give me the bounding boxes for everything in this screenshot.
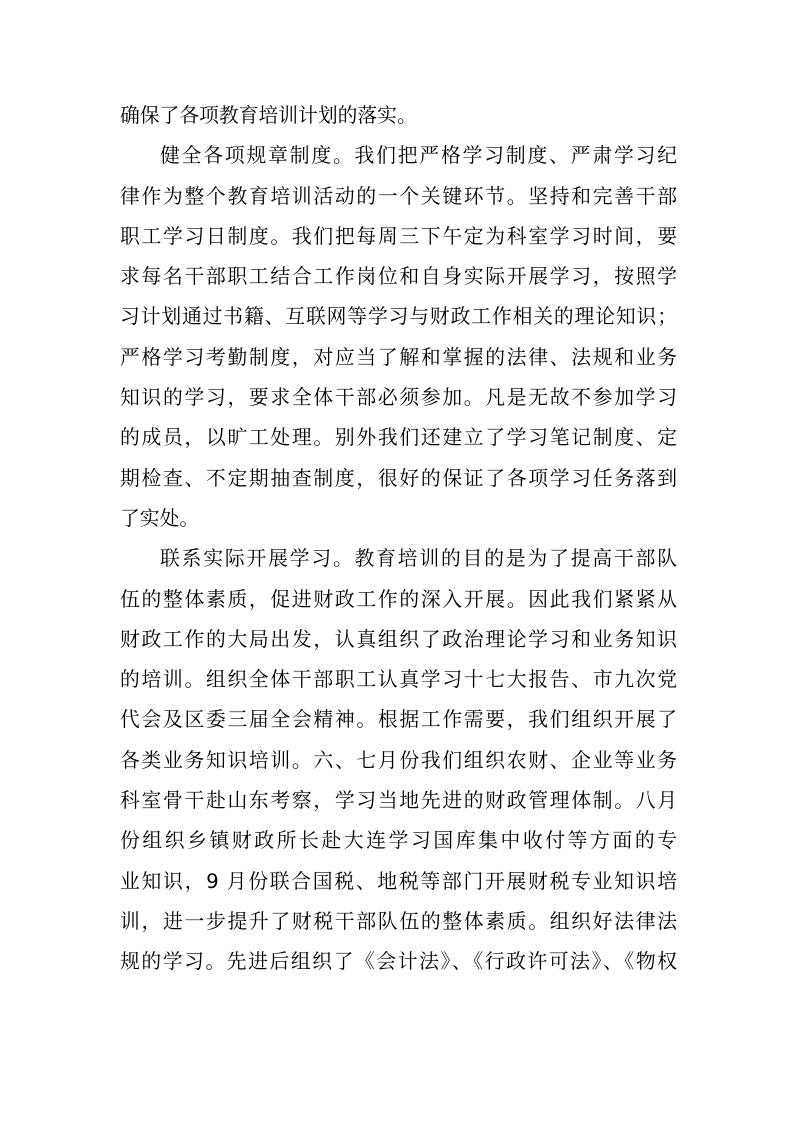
text-line-7: 严格学习考勤制度，对应当了解和掌握的法律、法规和业务 — [120, 345, 677, 369]
body-text — [120, 96, 677, 983]
text-line-19: 份组织乡镇财政所长赴大连学习国库集中收付等方面的专 — [120, 829, 677, 853]
text-line-21: 训，进一步提升了财税干部队伍的整体素质。组织好法律法 — [120, 909, 677, 933]
text-line-9: 的成员，以旷工处理。别外我们还建立了学习笔记制度、定 — [120, 426, 677, 450]
text-line-3: 律作为整个教育培训活动的一个关键环节。坚持和完善干部 — [120, 184, 677, 208]
text-line-10: 期检查、不定期抽查制度，很好的保证了各项学习任务落到 — [120, 466, 677, 490]
text-line-11: 了实处。 — [120, 506, 200, 530]
text-line-5: 求每名干部职工结合工作岗位和自身实际开展学习，按照学 — [120, 265, 677, 289]
text-line-12: 联系实际开展学习。教育培训的目的是为了提高干部队 — [160, 547, 677, 571]
text-line-8: 知识的学习，要求全体干部必须参加。凡是无故不参加学习 — [120, 386, 677, 410]
text-line-14: 财政工作的大局出发，认真组织了政治理论学习和业务知识 — [120, 627, 677, 651]
text-line-2: 健全各项规章制度。我们把严格学习制度、严肃学习纪 — [160, 144, 677, 168]
text-line-18: 科室骨干赴山东考察，学习当地先进的财政管理体制。八月 — [120, 789, 677, 813]
text-line-6: 习计划通过书籍、互联网等学习与财政工作相关的理论知识； — [120, 305, 677, 329]
text-line-16: 代会及区委三届全会精神。根据工作需要，我们组织开展了 — [120, 708, 677, 732]
text-line-13: 伍的整体素质，促进财政工作的深入开展。因此我们紧紧从 — [120, 587, 677, 611]
text-line-15: 的培训。组织全体干部职工认真学习十七大报告、市九次党 — [120, 668, 677, 692]
text-line-1: 确保了各项教育培训计划的落实。 — [120, 104, 417, 127]
text-line-4: 职工学习日制度。我们把每周三下午定为科室学习时间，要 — [120, 224, 677, 248]
text-line-20: 业知识，9 月份联合国税、地税等部门开展财税专业知识培 — [120, 869, 677, 893]
text-line-22: 规的学习。先进后组织了《会计法》、《行政许可法》、《物权 — [120, 950, 677, 974]
text-line-17: 各类业务知识培训。六、七月份我们组织农财、企业等业务 — [120, 748, 677, 772]
